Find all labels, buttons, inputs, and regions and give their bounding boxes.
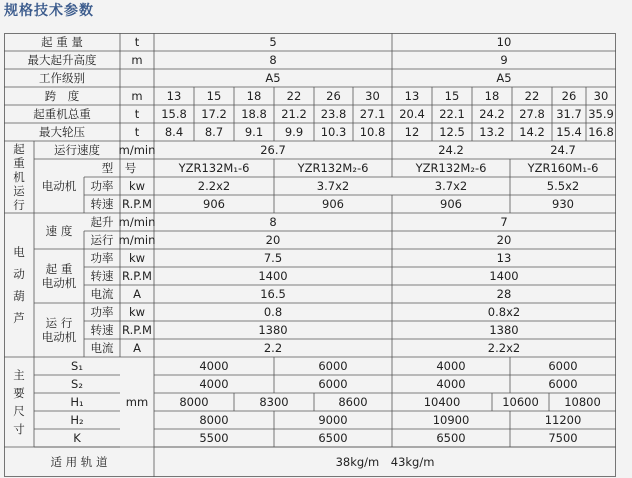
dim-cell: 8000	[179, 395, 209, 409]
motor-power-label: 功率	[90, 179, 114, 193]
lift-weight-label: 起 重 量	[41, 35, 83, 49]
travel-motor-label: 电动机	[41, 179, 77, 193]
total-weight-cell: 22.1	[439, 107, 465, 121]
total-weight-cell: 35.9	[588, 107, 614, 121]
motor-rpm-unit: R.P.M	[122, 197, 152, 211]
lift-motor-current-10t: 28	[496, 287, 512, 301]
max-height-unit: m	[131, 53, 143, 67]
total-weight-cell: 15.8	[161, 107, 187, 121]
lift-motor-current-5t: 16.5	[260, 287, 286, 301]
dim-cell: 9000	[318, 413, 348, 427]
motor-type-label: 型 号	[101, 161, 137, 175]
lift-motor-power-unit: kw	[128, 251, 146, 265]
travel-motor-current-label: 电流	[90, 341, 114, 355]
total-weight-cell: 18.8	[241, 107, 267, 121]
travel-motor-power-10t: 0.8x2	[487, 305, 521, 319]
dims-unit: mm	[125, 395, 149, 409]
travel-motor-power-5t: 0.8	[263, 305, 283, 319]
span-unit: m	[131, 89, 143, 103]
dim-cell: 4000	[436, 377, 466, 391]
lift-motor-current-unit: A	[133, 287, 141, 301]
span-cell: 15	[444, 89, 460, 103]
dim-cell: 10800	[564, 395, 601, 409]
dim-cell: 4000	[199, 359, 229, 373]
travel-speed-label: 运行速度	[54, 143, 100, 157]
max-wheel-cell: 8.7	[204, 125, 224, 139]
work-level-5t: A5	[265, 71, 281, 85]
travel-speed-10t-b: 24.7	[550, 143, 576, 157]
motor-power-cell: 3.7x2	[316, 179, 350, 193]
hoist-lift-label: 起升	[90, 215, 114, 229]
dim-cell: 8000	[199, 413, 229, 427]
span-cell: 18	[246, 89, 262, 103]
dim-cell: 4000	[199, 377, 229, 391]
span-label: 跨 度	[44, 89, 80, 103]
max-wheel-cell: 13.2	[479, 125, 505, 139]
motor-type-cell: YZR160M₁-6	[527, 161, 599, 175]
motor-power-cell: 3.7x2	[434, 179, 468, 193]
max-height-10t: 9	[500, 53, 508, 67]
dim-cell: 6000	[548, 377, 578, 391]
motor-power-cell: 2.2x2	[197, 179, 231, 193]
hoist-travel-5t: 20	[265, 233, 281, 247]
max-wheel-cell: 8.4	[164, 125, 184, 139]
travel-motor-power-unit: kw	[128, 305, 146, 319]
total-weight-cell: 23.8	[320, 107, 347, 121]
dim-h1-label: H₁	[70, 395, 84, 409]
motor-rpm-cell: 906	[440, 197, 462, 211]
max-wheel-cell: 12.5	[439, 125, 465, 139]
lift-motor-power-label: 功率	[90, 251, 114, 265]
dim-cell: 6000	[548, 359, 578, 373]
dims-group-label: 主要尺寸	[13, 368, 25, 436]
span-cell: 13	[166, 89, 182, 103]
dim-cell: 6500	[436, 431, 466, 445]
total-weight-cell: 24.2	[479, 107, 505, 121]
max-wheel-cell: 10.8	[359, 125, 386, 139]
total-weight-cell: 31.7	[556, 107, 582, 121]
travel-motor-rpm-10t: 1380	[489, 323, 519, 337]
motor-rpm-label: 转速	[90, 197, 114, 211]
total-weight-cell: 17.2	[201, 107, 227, 121]
travel-motor-rpm-5t: 1380	[258, 323, 288, 337]
max-wheel-cell: 12	[404, 125, 420, 139]
span-cell: 30	[365, 89, 380, 103]
lift-weight-5t: 5	[269, 35, 277, 49]
dim-cell: 6000	[318, 359, 348, 373]
dim-cell: 4000	[436, 359, 466, 373]
motor-power-cell: 5.5x2	[546, 179, 580, 193]
motor-rpm-cell: 930	[552, 197, 574, 211]
hoist-lift-unit: m/min	[118, 215, 156, 229]
crane-travel-group-label: 起重机运行	[13, 142, 25, 212]
travel-motor-power-label: 功率	[90, 305, 114, 319]
travel-motor-current-10t: 2.2x2	[487, 341, 521, 355]
dim-cell: 6500	[318, 431, 348, 445]
max-wheel-cell: 9.1	[244, 125, 264, 139]
travel-speed-10t-a: 24.2	[438, 143, 464, 157]
motor-rpm-cell: 906	[203, 197, 225, 211]
motor-power-unit: kw	[128, 179, 146, 193]
max-wheel-unit: t	[134, 125, 140, 139]
lift-motor-rpm-5t: 1400	[258, 269, 288, 283]
travel-motor-rpm-unit: R.P.M	[122, 323, 152, 337]
hoist-travel-label: 运行	[90, 233, 114, 247]
span-cell: 26	[326, 89, 341, 103]
hoist-lift-10t: 7	[500, 215, 508, 229]
max-height-5t: 8	[269, 53, 277, 67]
dim-cell: 7500	[548, 431, 578, 445]
dim-cell: 8600	[338, 395, 368, 409]
lift-motor-current-label: 电流	[90, 287, 114, 301]
span-cell: 26	[561, 89, 577, 103]
total-weight-label: 起重机总重	[33, 107, 91, 121]
total-weight-cell: 21.2	[281, 107, 307, 121]
max-wheel-label: 最大轮压	[39, 125, 85, 139]
rail-label: 适 用 轨 道	[50, 455, 108, 469]
dim-cell: 8300	[259, 395, 289, 409]
total-weight-cell: 27.8	[519, 107, 545, 121]
lift-motor-power-10t: 13	[496, 251, 512, 265]
max-height-label: 最大起升高度	[27, 53, 97, 67]
lift-weight-unit: t	[134, 35, 140, 49]
span-cell: 13	[404, 89, 420, 103]
lift-motor-rpm-label: 转速	[90, 269, 114, 283]
page-title: 规格技术参数	[4, 3, 94, 19]
max-wheel-cell: 14.2	[519, 125, 545, 139]
lift-motor-rpm-10t: 1400	[489, 269, 519, 283]
dim-cell: 10600	[502, 395, 539, 409]
total-weight-cell: 20.4	[399, 107, 425, 121]
hoist-group-label: 电动葫芦	[13, 245, 25, 325]
dim-s2-label: S₂	[71, 377, 83, 391]
dim-cell: 10400	[423, 395, 461, 409]
hoist-lift-5t: 8	[269, 215, 277, 229]
travel-motor-hoist-label: 运 行 电动机	[41, 316, 77, 344]
hoist-travel-unit: m/min	[118, 233, 156, 247]
hoist-travel-10t: 20	[496, 233, 512, 247]
total-weight-cell: 27.1	[359, 107, 386, 121]
motor-rpm-cell: 906	[322, 197, 344, 211]
dim-cell: 5500	[199, 431, 229, 445]
max-wheel-cell: 15.4	[556, 125, 582, 139]
lift-motor-power-5t: 7.5	[263, 251, 283, 265]
span-cell: 18	[484, 89, 500, 103]
spec-table	[4, 33, 616, 477]
travel-speed-5t: 26.7	[260, 143, 286, 157]
travel-motor-current-5t: 2.2	[263, 341, 283, 355]
travel-speed-unit: m/min	[118, 143, 156, 157]
span-cell: 30	[593, 89, 609, 103]
dim-s1-label: S₁	[71, 359, 83, 373]
dim-k-label: K	[73, 431, 81, 445]
max-wheel-cell: 9.9	[284, 125, 304, 139]
motor-type-cell: YZR132M₁-6	[178, 161, 250, 175]
total-weight-unit: t	[134, 107, 140, 121]
span-cell: 22	[286, 89, 302, 103]
travel-motor-rpm-label: 转速	[90, 323, 114, 337]
work-level-10t: A5	[496, 71, 512, 85]
lift-weight-10t: 10	[496, 35, 512, 49]
dim-cell: 6000	[318, 377, 348, 391]
lift-motor-label: 起 重 电动机	[41, 262, 77, 290]
motor-type-cell: YZR132M₂-6	[297, 161, 369, 175]
lift-motor-rpm-unit: R.P.M	[122, 269, 152, 283]
dim-h2-label: H₂	[70, 413, 84, 427]
work-level-label: 工作级别	[39, 71, 85, 85]
dim-cell: 11200	[544, 413, 582, 427]
max-wheel-cell: 10.3	[320, 125, 347, 139]
span-cell: 15	[206, 89, 222, 103]
motor-type-cell: YZR132M₂-6	[415, 161, 487, 175]
hoist-speed-label: 速 度	[45, 224, 73, 238]
dim-cell: 10900	[432, 413, 470, 427]
max-wheel-cell: 16.8	[588, 125, 614, 139]
travel-motor-current-unit: A	[133, 341, 141, 355]
span-cell: 22	[524, 89, 540, 103]
rail-value: 38kg/m 43kg/m	[335, 455, 435, 469]
